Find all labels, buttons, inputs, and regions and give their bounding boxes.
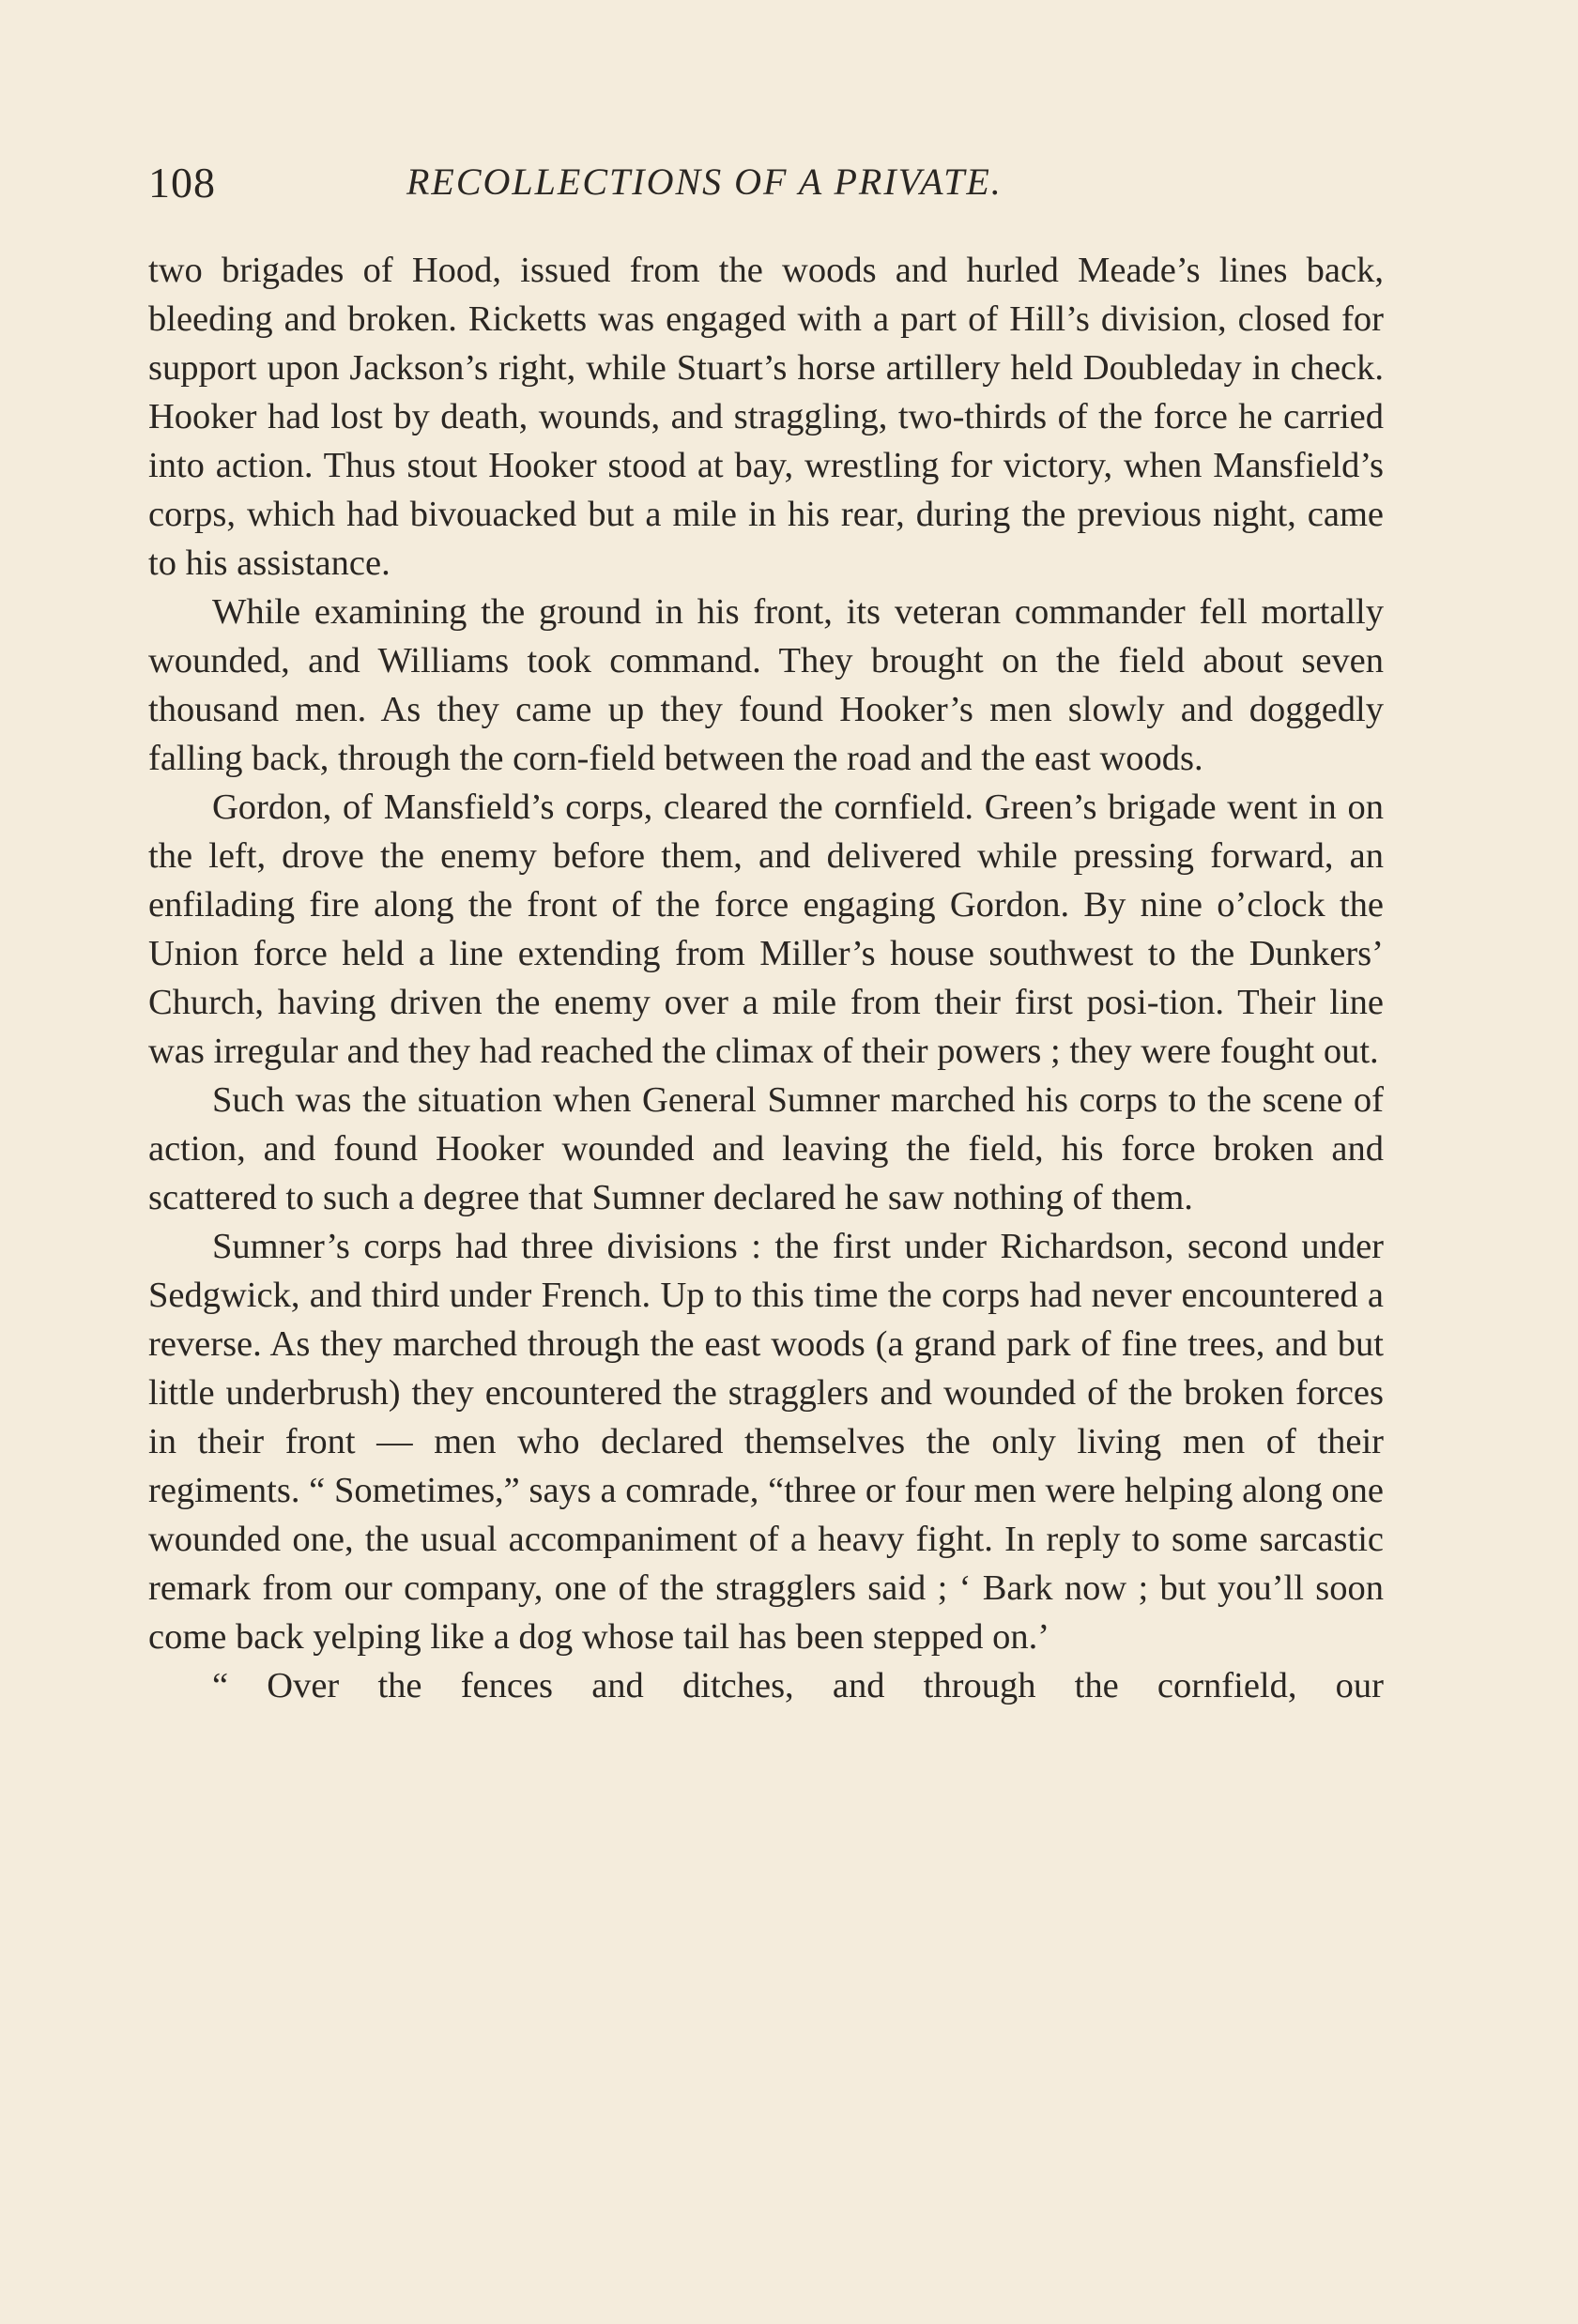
paragraph-6: “ Over the fences and ditches, and through the cornfield, our <box>212 1666 1384 1705</box>
paragraph-5: Sumner’s corps had three divisions : the first under Richardson, second under Sedgwick, and third under French. Up to this time the corps had never encountered a reverse. As they marched through the east woods (a grand park of fine trees, and but little underbrush) they encountered the stragglers and wounded of the broken forces in their front — men who declared themselves the only living men of their regiments. “ Sometimes,” says a comrade, “three or four men were helping along one wounded one, the usual accompaniment of a heavy fight. In reply to some sarcastic remark from our company, one of the stragglers said ; ‘ Bark now ; but you’ll soon come back yelping like a dog whose tail has been stepped on.’ <box>148 1227 1384 1657</box>
running-title: RECOLLECTIONS OF A PRIVATE. <box>406 161 1003 203</box>
paragraph-2: While examining the ground in his front, its veteran commander fell mortally wounded, and Williams took command. They brought on the field about seven thousand men. As they came up they found Hooker’s men slowly and doggedly falling back, through the corn-field between the road and the east woods. <box>148 592 1384 778</box>
page-number: 108 <box>148 159 216 206</box>
paragraph-3: Gordon, of Mansfield’s corps, cleared the cornfield. Green’s brigade went in on the left, drove the enemy before them, and delivered while pressing forward, an enfilading fire along the front of the force engaging Gordon. By nine o’clock the Union force held a line extending from Miller’s house southwest to the Dunkers’ Church, having driven the enemy over a mile from their first posi-tion. Their line was irregular and they had reached the climax of their powers ; they were fought out. <box>148 787 1384 1071</box>
paragraph-1: two brigades of Hood, issued from the woods and hurled Meade’s lines back, bleeding and broken. Ricketts was engaged with a part of Hill’s division, closed for support upon Jackson’s right, while Stuart’s horse artillery held Doubleday in check. Hooker had lost by death, wounds, and straggling, two-thirds of the force he carried into action. Thus stout Hooker stood at bay, wrestling for victory, when Mansfield’s corps, which had bivouacked but a mile in his rear, during the previous night, came to his assistance. <box>148 251 1384 583</box>
running-head <box>148 150 1387 216</box>
paragraph-4: Such was the situation when General Sumner marched his corps to the scene of action, and found Hooker wounded and leaving the field, his force broken and scattered to such a degree that Sumner declared he saw nothing of them. <box>148 1080 1384 1217</box>
body-text <box>148 246 1384 1710</box>
